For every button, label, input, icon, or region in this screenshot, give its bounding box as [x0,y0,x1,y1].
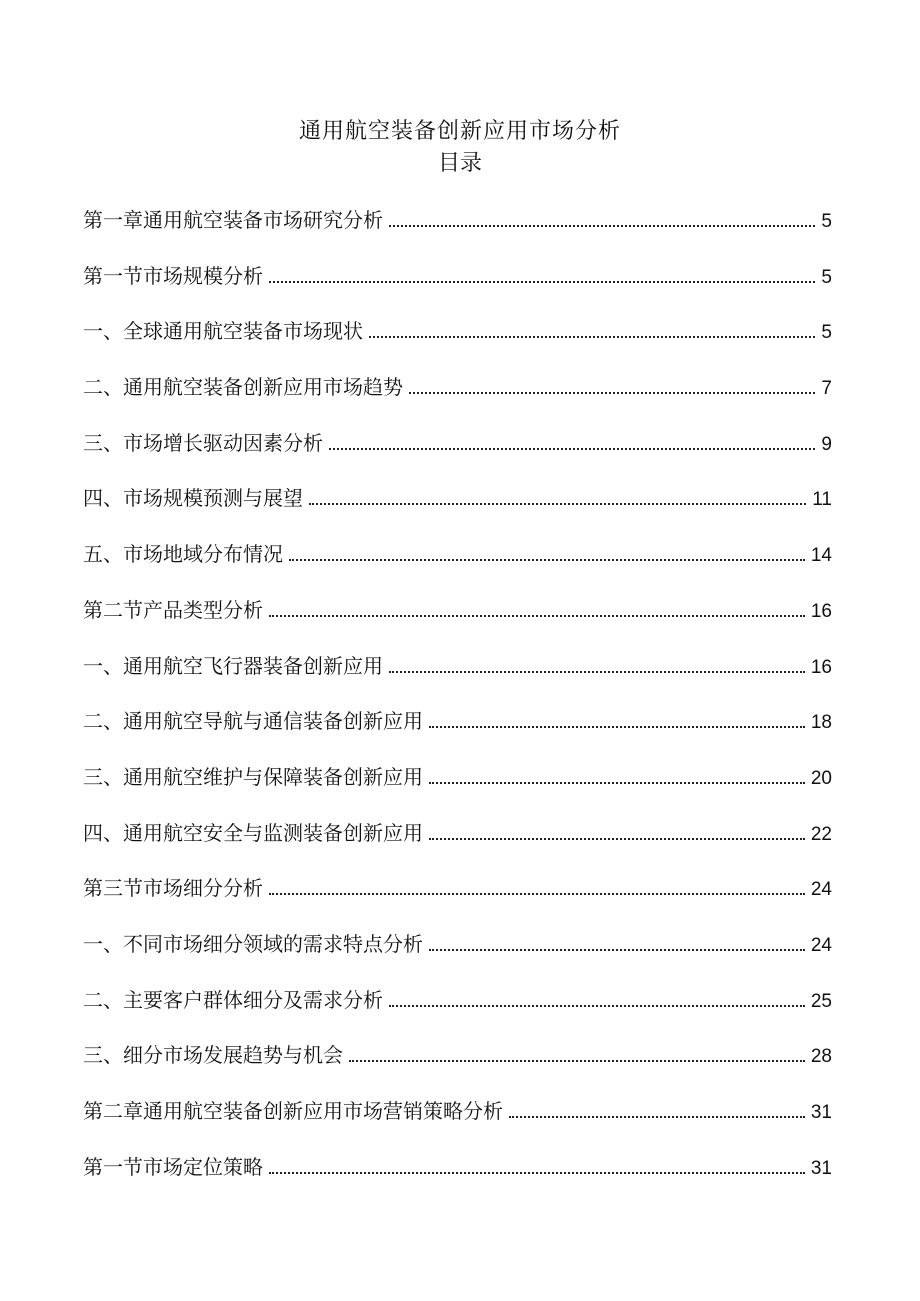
toc-entry-page: 7 [821,378,832,400]
toc-dot-leader [429,782,805,784]
toc-entry[interactable] [83,1095,832,1151]
toc-entry[interactable] [83,427,832,483]
toc-entry-title: 一、通用航空飞行器装备创新应用 [83,653,383,678]
toc-entry[interactable] [83,315,832,371]
toc-entry-title: 四、通用航空安全与监测装备创新应用 [83,820,423,845]
document-title: 通用航空装备创新应用市场分析 [298,119,621,144]
toc-entry-title: 一、全球通用航空装备市场现状 [83,319,363,344]
toc-dot-leader [429,726,805,728]
toc-entry[interactable] [83,204,832,260]
toc-dot-leader [349,1060,805,1062]
toc-entry-page: 16 [810,600,832,622]
toc-entry[interactable] [83,594,832,650]
toc-heading: 目录 [437,151,482,176]
table-of-contents [83,204,832,1206]
toc-entry-title: 三、市场增长驱动因素分析 [83,430,323,455]
toc-entry-title: 四、市场规模预测与展望 [83,486,303,511]
toc-entry[interactable] [83,817,832,873]
toc-entry-page: 20 [810,767,832,789]
toc-entry[interactable] [83,872,832,928]
toc-entry-title: 第三节市场细分分析 [83,876,263,901]
toc-dot-leader [409,392,815,394]
toc-entry[interactable] [83,1039,832,1095]
toc-entry-page: 31 [810,1102,832,1123]
toc-entry-page: 25 [810,990,832,1012]
toc-entry-page: 28 [810,1046,832,1068]
toc-dot-leader [389,671,805,673]
toc-dot-leader [389,1005,805,1007]
toc-dot-leader [369,336,815,338]
toc-dot-leader [269,615,805,617]
toc-entry[interactable] [83,928,832,984]
toc-entry-title: 一、不同市场细分领域的需求特点分析 [83,931,423,956]
toc-entry-page: 5 [821,322,832,344]
toc-entry[interactable] [83,260,832,316]
toc-entry-title: 第一节市场规模分析 [83,263,263,288]
toc-entry[interactable] [83,538,832,594]
toc-entry-page: 16 [810,656,832,678]
toc-entry[interactable] [83,371,832,427]
toc-entry-page: 22 [810,823,832,845]
toc-entry[interactable] [83,482,832,538]
toc-dot-leader [429,949,805,951]
toc-entry-page: 24 [810,879,832,901]
toc-entry-page: 5 [821,266,832,288]
toc-entry[interactable] [83,761,832,817]
toc-entry-page: 5 [821,211,832,232]
toc-dot-leader [429,838,805,840]
toc-entry[interactable] [83,650,832,706]
toc-entry-page: 11 [812,489,832,511]
toc-dot-leader [309,503,806,505]
toc-entry-title: 第二节产品类型分析 [83,597,263,622]
toc-dot-leader [329,448,815,450]
toc-entry-title: 二、通用航空装备创新应用市场趋势 [83,375,403,400]
toc-entry-title: 三、通用航空维护与保障装备创新应用 [83,764,423,789]
toc-entry-title: 第二章通用航空装备创新应用市场营销策略分析 [83,1099,503,1123]
toc-entry-title: 二、主要客户群体细分及需求分析 [83,987,383,1012]
toc-entry-page: 14 [810,545,832,567]
toc-entry[interactable] [83,1151,832,1207]
toc-entry-page: 18 [810,712,832,734]
toc-entry-title: 第一章通用航空装备市场研究分析 [83,208,383,232]
toc-entry-title: 三、细分市场发展趋势与机会 [83,1043,343,1068]
toc-dot-leader [289,559,805,561]
toc-entry-page: 9 [821,433,832,455]
toc-entry[interactable] [83,984,832,1040]
toc-dot-leader [269,281,815,283]
toc-entry-page: 24 [810,934,832,956]
toc-entry-title: 二、通用航空导航与通信装备创新应用 [83,709,423,734]
toc-entry[interactable] [83,705,832,761]
toc-entry-title: 五、市场地域分布情况 [83,542,283,567]
toc-entry-page: 31 [810,1157,832,1179]
toc-entry-title: 第一节市场定位策略 [83,1154,263,1179]
toc-dot-leader [389,225,815,227]
toc-dot-leader [509,1116,805,1118]
toc-dot-leader [269,1172,805,1174]
toc-dot-leader [269,893,805,895]
